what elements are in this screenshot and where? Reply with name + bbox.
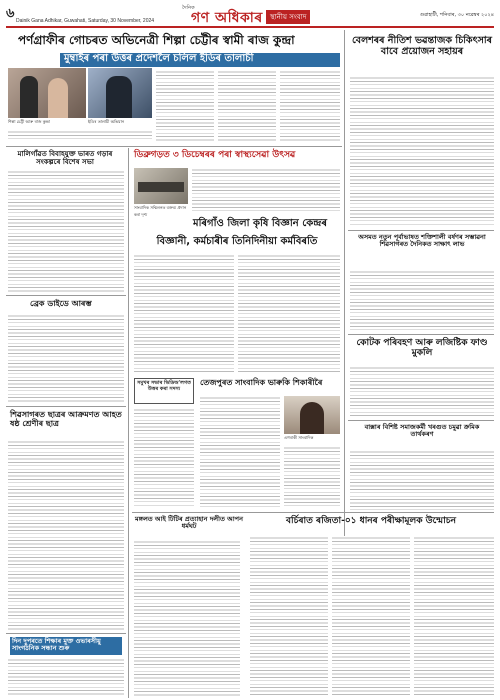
right-top-headline: বেলশৰৰ নীতিশ ভৱন্তাজক চিকিৎসাৰ বাবে প্ৰয়োজন সহায়ৰ	[351, 35, 493, 57]
section-label: স্থানীয় সংবাদ	[266, 10, 310, 24]
center-sidebar-headline: সমুখৰ সভাৰ ভিডিঅ'লগত উত্তৰ কৰা সদস্য	[134, 378, 194, 404]
right-top-text	[350, 76, 494, 226]
center-story-text-1	[134, 254, 234, 374]
right-bottom-text-1	[250, 536, 328, 696]
page-number: ৬	[6, 6, 15, 21]
rule-right-3	[348, 420, 494, 421]
column-rule-left	[128, 148, 129, 698]
center-headline-2: বিজ্ঞানী, কৰ্মচাৰীৰ তিনিদিনীয়া কৰ্মবিৰতি	[156, 236, 318, 247]
left-story2-headline: ব্ৰেক ডাইডে আৰম্ভ	[30, 299, 92, 308]
lead-headline-1: পৰ্ণগ্ৰাফীৰ গোচৰত অভিনেত্ৰী শিল্পা চেট্টীৰ স্বামী ৰাজ কুন্দ্ৰা	[18, 33, 295, 47]
center-sub-text-2	[284, 446, 340, 508]
left-story3-text	[8, 440, 124, 630]
center-kicker-text	[192, 168, 340, 214]
lead-photo-1	[8, 68, 86, 118]
right-story3-headline: বাক্সাৰ বিশিষ্ট সমাজকৰ্মী খৰগুত চমুৱা ক্ৰমিক তাৰ্থকৰণ	[364, 423, 480, 439]
left-story2-text	[8, 314, 124, 404]
right-bottom-text-2	[332, 536, 410, 696]
right-story1-text	[350, 270, 494, 330]
center-bottom-headline: মঙ্গলত আই টিটিৰ প্ৰত্যাহান দলীত আপন ধৰ্মঘট	[135, 515, 243, 531]
right-bottom-text-3	[414, 536, 494, 696]
rule-left-2	[6, 406, 126, 407]
masthead-subline: Dainik Gana Adhikar, Guwahati, Saturday, 30 November, 2024	[16, 18, 155, 24]
lead-photo-caption-1: শিল্পা চেট্টী আৰু ৰাজ কুন্দ্ৰা	[8, 119, 50, 124]
right-story2-headline: কোটক পৰিবহণ আৰু লজিষ্টিক ফাণ্ড মুকলি	[356, 338, 488, 359]
rule-bottom-right	[244, 512, 494, 513]
center-story-text-2	[238, 254, 340, 374]
lead-text-col-3	[280, 70, 340, 142]
center-headline-1: মৰিগাঁও জিলা কৃষি বিজ্ঞান কেন্দ্ৰৰ	[193, 218, 327, 229]
rule-right-1	[348, 230, 494, 231]
rule-right-2	[348, 334, 494, 335]
center-sidebar-text	[134, 408, 194, 508]
right-story3-text	[350, 450, 494, 512]
left-story4-text	[8, 658, 124, 696]
rule-under-lead	[6, 146, 342, 147]
right-story1-headline: অসমত নতুন পূৰ্বাভাষত শক্তিশালী বৰ্ষণৰ সম্ভাৱনা শিৱসাগৰত দৈনিকত সাক্ষাৎ লাভ	[358, 233, 486, 249]
rule-left-3	[6, 633, 126, 634]
lead-headline-2: মুম্বাইৰ পৰা উত্তৰ প্ৰদেশলৈ চলিল ইডিৰ তালাচী	[60, 53, 340, 67]
center-sub-text	[200, 396, 280, 508]
right-story2-text	[350, 366, 494, 416]
lead-text-col-1	[156, 70, 214, 142]
lead-photo-2	[88, 68, 152, 118]
left-story3-headline: শিৱসাগৰত ছাত্ৰৰ আক্ৰমণত আহত ষষ্ঠ শ্ৰেণীৰ ছাত্ৰ	[10, 410, 122, 429]
center-photo-caption: সাংবাদিক সন্মিলনত বক্তব্য প্ৰদান কৰা দৃশ্য	[134, 205, 187, 217]
center-photo2-caption: এগৰাকী সাংবাদিক	[284, 435, 314, 440]
masthead-small-word: দৈনিক	[182, 5, 195, 11]
center-photo	[134, 168, 188, 204]
lead-text-col-2	[218, 70, 276, 142]
lead-photo-caption-2: ইডিৰ তালাচী অভিযান	[88, 119, 125, 124]
lead-text-bottom	[8, 130, 152, 142]
rule-left-1	[6, 295, 126, 296]
masthead	[6, 4, 494, 28]
dateline: গুৱাহাটী, শনিবাৰ, ৩০ নৱেম্বৰ ২০২৪	[419, 12, 494, 18]
center-kicker: ডিব্ৰুগড়ত ৩ ডিচেম্বৰৰ পৰা স্বাস্থ্যসেৱা উৎসৱ	[134, 150, 296, 160]
brand-logo: গণ অধিকাৰ	[191, 10, 263, 26]
left-story1-headline: মালিগাঁৱত বিবাহযুক্ত ভাৰত গড়াৰ সংকল্পৰে বিশেষ সভা	[17, 150, 113, 167]
center-photo-2	[284, 396, 340, 434]
left-story4-headline: দিন দুপৰতে শিক্ষাৰ মুক্ত ওভাৰসীয়ু সাংগঠনিক সন্ধান শুৰু	[10, 637, 122, 655]
center-sub-headline: তেজপুৰত সাংবাদিক ভাৰুকি শিকাৰীৰৈ	[200, 378, 323, 387]
left-story1-text	[8, 170, 124, 292]
center-bottom-text	[134, 540, 240, 696]
right-bottom-headline: বৰ্চিৰাত ৰজিতা-০১ ধানৰ পৰীক্ষামূলক উন্মোচন	[286, 516, 456, 526]
